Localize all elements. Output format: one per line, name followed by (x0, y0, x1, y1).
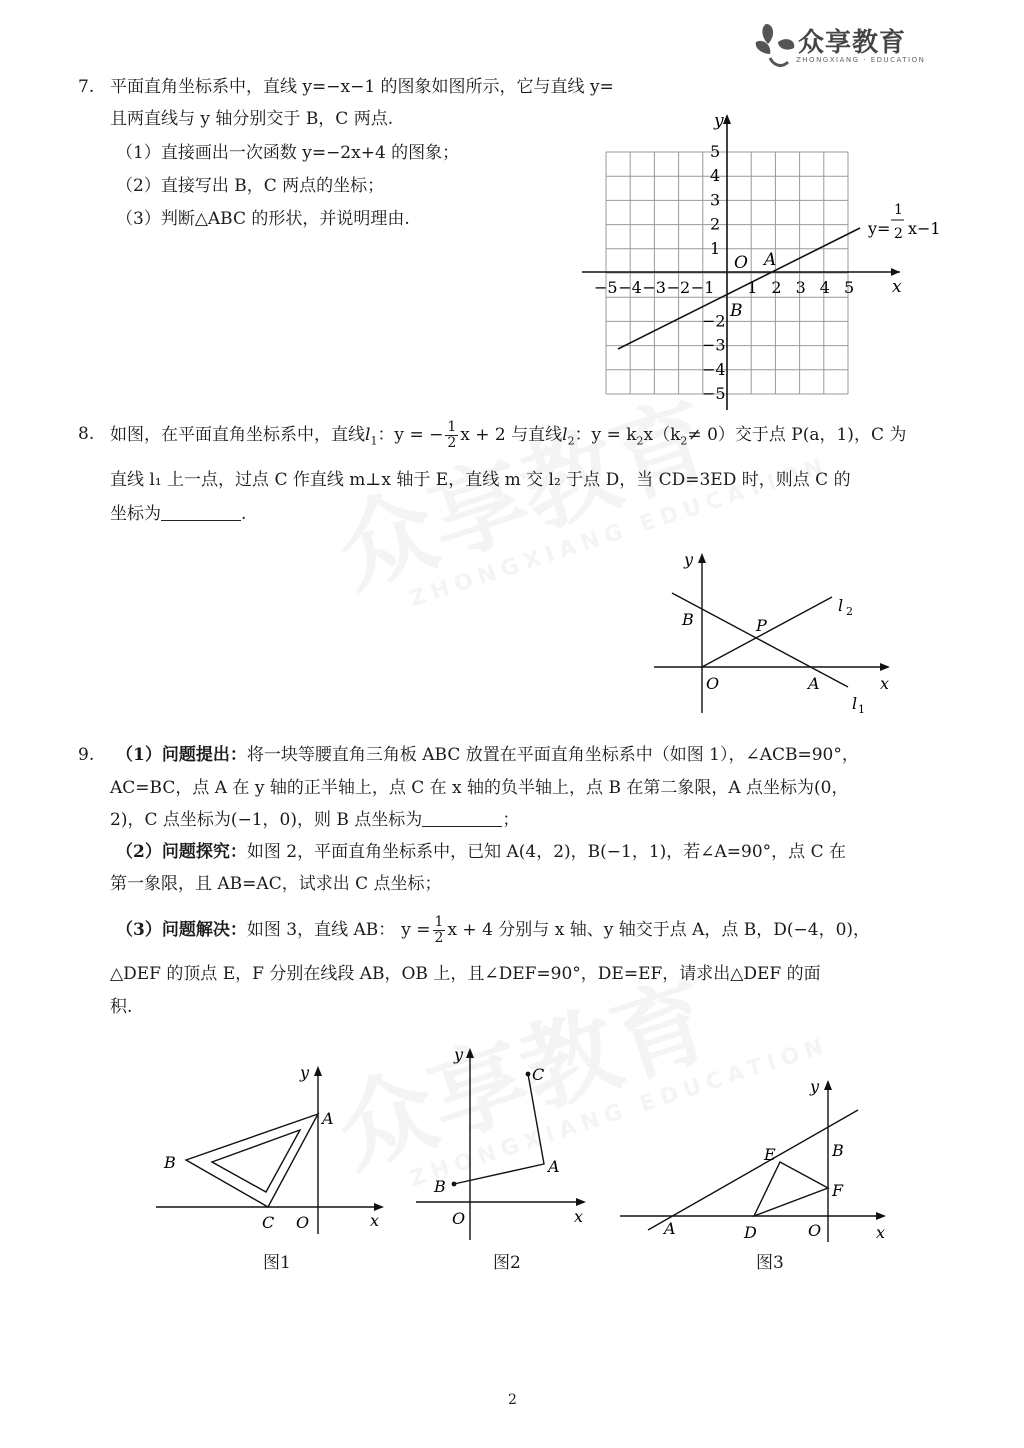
q8-x-label: x (880, 674, 890, 693)
page-number: 2 (508, 1392, 517, 1408)
fig1-point-b: B (164, 1153, 176, 1172)
fig1-x-label: x (370, 1211, 380, 1230)
q8-line3: 坐标为 . (110, 504, 247, 524)
q8-figure (650, 545, 900, 720)
q8-answer-blank[interactable] (161, 504, 241, 521)
fig3-point-a: A (664, 1219, 676, 1238)
q7-x-tick-label: 1 (747, 278, 758, 297)
brand-name: 众享教育 (798, 28, 907, 58)
fig3-x-label: x (876, 1223, 886, 1242)
q9-p3-line2: △DEF 的顶点 E，F 分别在线段 AB，OB 上，且∠DEF=90°，DE=EF，请求出△DEF 的面 (110, 964, 821, 984)
q7-x-tick-label: −4 (618, 278, 642, 297)
q8-line-l1-sub: 1 (858, 703, 865, 716)
q8-line-l2-label: l (838, 596, 844, 615)
q7-x-tick-label: 2 (771, 278, 782, 297)
brand-subtitle: ZHONGXIANG · EDUCATION (796, 56, 926, 64)
fig3-caption: 图3 (756, 1253, 784, 1273)
fig2-point-c: C (532, 1065, 545, 1084)
q7-coordinate-grid (578, 108, 958, 413)
q7-x-tick-label: −5 (594, 278, 618, 297)
q7-origin-label: O (734, 253, 748, 273)
q9-p3-line1: （3）问题解决：如图 3，直线 AB： y = $\frac{1}{2}$ x + 4 分别与 x 轴、y 轴交于点 A，点 B，D(−4，0)， (116, 914, 871, 946)
fig3-point-d: D (744, 1223, 757, 1242)
q7-line-label-num: 1 (894, 202, 903, 218)
fig3-point-b: B (832, 1141, 844, 1160)
q9-figure-3 (618, 1076, 898, 1246)
q9-p2-line1: （2）问题探究：如图 2，平面直角坐标系中，已知 A(4，2)，B(−1，1)，若∠A=90°，点 C 在 (116, 842, 846, 862)
q7-y-label: y (714, 111, 724, 131)
q9-p2-line2: 第一象限，且 AB=AC，试求出 C 点坐标； (110, 874, 442, 894)
q9-answer-blank[interactable] (422, 810, 502, 827)
q7-x-label: x (892, 277, 902, 297)
q7-sub2: （2）直接写出 B，C 两点的坐标； (116, 176, 385, 196)
q9-p1-line3: 2)，C 点坐标为(−1，0)，则 B 点坐标为 ； (110, 810, 520, 830)
q7-sub3: （3）判断△ABC 的形状，并说明理由. (116, 209, 410, 229)
leaf-logo-icon (752, 18, 798, 70)
fig1-y-label: y (300, 1063, 310, 1082)
q7-number: 7. (78, 77, 95, 97)
q8-number: 8. (78, 424, 95, 444)
q7-sub1: （1）直接画出一次函数 y=−2x+4 的图象； (116, 143, 460, 163)
q7-x-tick-label: 5 (844, 278, 855, 297)
q7-line1: 平面直角坐标系中，直线 y=−x−1 的图象如图所示，它与直线 y= (110, 77, 614, 97)
q7-x-tick-label: 4 (819, 278, 830, 297)
fig3-point-e: E (764, 1145, 776, 1164)
fig1-point-a: A (322, 1109, 334, 1128)
q9-figure-1 (150, 1062, 400, 1237)
q7-x-tick-label: −1 (690, 278, 715, 297)
q7-y-tick-label: −4 (702, 359, 726, 379)
fig2-y-label: y (454, 1045, 464, 1064)
q7-point-b: B (730, 301, 743, 321)
q7-point-a: A (764, 250, 777, 270)
q7-x-tick-label: −3 (642, 278, 666, 297)
fig2-point-b: B (434, 1177, 446, 1196)
q7-y-tick-label: 3 (710, 190, 721, 210)
q8-line-l1-label: l (852, 694, 858, 713)
q8-line-l2-sub: 2 (846, 605, 853, 618)
fig2-caption: 图2 (493, 1253, 521, 1273)
q7-y-tick-label: −5 (702, 384, 726, 403)
fig2-origin-label: O (452, 1209, 466, 1228)
q7-line-label-suffix: x−1 (908, 219, 941, 238)
fig3-origin-label: O (808, 1221, 822, 1240)
fig3-point-f: F (832, 1181, 844, 1200)
fig1-origin-label: O (296, 1213, 310, 1232)
q7-y-tick-label: 5 (710, 142, 721, 161)
q9-p1-line2: AC=BC，点 A 在 y 轴的正半轴上，点 C 在 x 轴的负半轴上，点 B 在第二象限，A 点坐标为(0， (110, 778, 849, 798)
q7-y-tick-label: 4 (710, 166, 721, 186)
q8-point-b: B (682, 610, 694, 629)
q8-point-a: A (808, 674, 820, 693)
q7-y-tick-label: 2 (710, 214, 721, 234)
q8-origin-label: O (706, 674, 720, 693)
q7-line-label-den: 2 (894, 226, 903, 242)
fig2-point-a: A (548, 1157, 560, 1176)
q7-y-tick-label: 1 (710, 238, 721, 258)
fig3-y-label: y (810, 1077, 820, 1096)
q7-y-tick-label: −2 (702, 311, 726, 331)
q7-line2: 且两直线与 y 轴分别交于 B，C 两点. (110, 109, 394, 129)
q9-number: 9. (78, 745, 95, 765)
fig1-point-c: C (262, 1213, 275, 1232)
fig1-caption: 图1 (263, 1253, 291, 1273)
q8-line1: 如图，在平面直角坐标系中，直线$l_1$：y = − $\frac{1}{2}$ x + 2 与直线$l_2$：$y = k_2x(k_2\ne 0)$交于点 P(a，1)，C 为 (110, 419, 907, 451)
q8-point-p: P (756, 616, 767, 635)
q9-p3-line3: 积. (110, 997, 133, 1017)
q7-x-tick-label: 3 (795, 278, 806, 297)
q8-line2: 直线 l₁ 上一点，过点 C 作直线 m⊥x 轴于 E，直线 m 交 l₂ 于点 D，当 CD=3ED 时，则点 C 的 (110, 470, 851, 490)
q8-y-label: y (684, 550, 694, 569)
q7-line-label-prefix: y= (868, 219, 891, 238)
q9-figure-2 (412, 1044, 602, 1244)
fig2-x-label: x (574, 1207, 584, 1226)
q7-y-tick-label: −3 (702, 335, 726, 355)
q9-p1-line1: （1）问题提出：将一块等腰直角三角板 ABC 放置在平面直角坐标系中（如图 1），∠ACB=90°， (116, 745, 859, 765)
q7-x-tick-label: −2 (666, 278, 691, 297)
